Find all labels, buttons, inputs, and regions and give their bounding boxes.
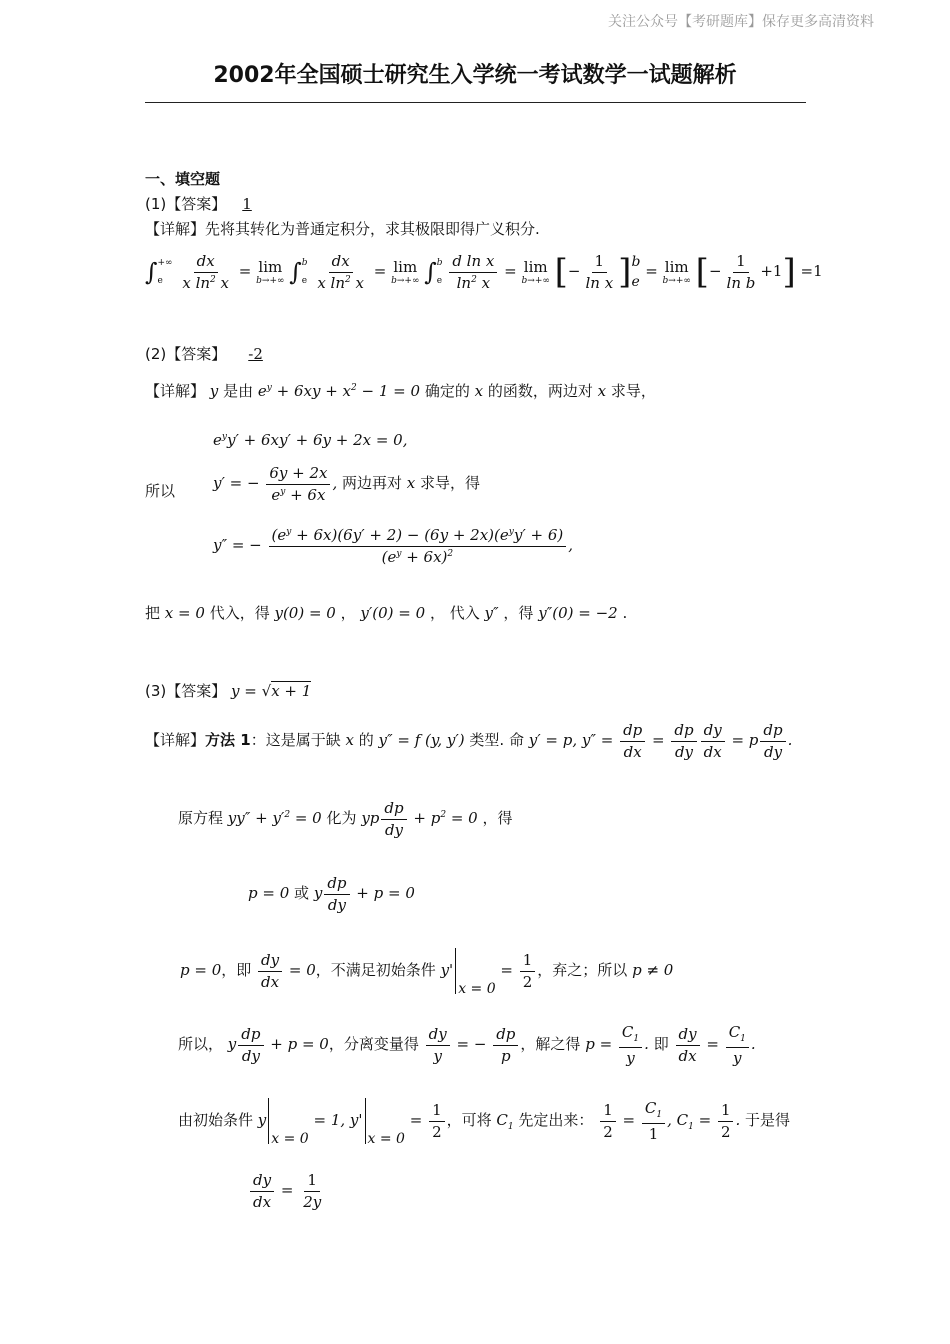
q3-init-line: 由初始条件 yx = 0 = 1, y'x = 0 = $\frac{1}{2}$ ，可将 $C_1$ 先定出来： $\frac{1}{2}$ = $\frac{C_1}{1}$ , $C_1$ = $\frac{1}{2}$ . 于是得 <box>178 1098 791 1147</box>
q3-sep-line: 所以， y $\frac{dp}{dy}$ + p = 0，分离变量得 $\frac{dy}{y}$ = − $\frac{dp}{p}$ ，解之得 p = $\frac{C_1}{y}$ . 即 $\frac{dy}{dx}$ = $\frac{C_1}{y}$ . <box>178 1023 756 1067</box>
q3-orig-c: ，得 <box>482 809 513 827</box>
q1-answer-line <box>145 193 268 214</box>
q2-detail-a: 是由 <box>223 382 254 400</box>
q2-label: (2)【答案】 <box>145 345 227 363</box>
q3-p0-line: p = 0，即 $\frac{dy}{dx}$ = 0，不满足初始条件 y'x = 0 = $\frac{1}{2}$ ，弃之；所以 p ≠ 0 <box>180 948 673 997</box>
q3-or-line: p = 0 或 y $\frac{dp}{dy}$ + p = 0 <box>248 874 415 914</box>
q2-subst-line: 把 x = 0 代入，得 y(0) = 0 ， y′(0) = 0 ， 代入 y″ ，得 y″(0) = −2 . <box>145 604 628 622</box>
q3-m1c: 类型. 命 <box>469 731 524 749</box>
q2-answer: -2 <box>248 345 263 363</box>
q2-detail-c: 的函数，两边对 <box>487 382 593 400</box>
section-heading: 一、填空题 <box>145 170 221 188</box>
q1-answer: 1 <box>242 195 252 213</box>
page-title: 2002年全国硕士研究生入学统一考试数学一试题解析 <box>213 63 737 88</box>
q3-label: (3)【答案】 <box>145 682 227 700</box>
q3-final-eq: $\frac{dy}{dx}$ = $\frac{1}{2y}$ <box>248 1172 326 1210</box>
q3-sep-b: ，分离变量得 <box>328 1035 419 1054</box>
q3-method-line: 【详解】方法 1：这是属于缺 x 的 y″ = f (y, y′) 类型. 命 y′ = p, y″ = $\frac{dp}{dx}$ = $\frac{dp}{dy}$ $\frac{dy}{dx}$ = p $\frac{dp}{dy}$ . <box>145 721 793 761</box>
title-rule <box>145 102 806 103</box>
q2-sub-d: ，得 <box>503 604 534 622</box>
q3-init-a: 由初始条件 <box>178 1111 254 1129</box>
q1-formula: ∫ +∞ e $\frac{dx}{x \ln^2 x}$ = lim b→+∞ ∫ b e $\frac{dx}{x \ln^2 x}$ = lim b→+∞ ∫ b e $\frac{\text{d ln x}}{\ln^2 x}$ = lim b→+∞ [− $\frac{1}{\text{ln x}}$ ] b e = lim b→+∞ [− $\frac{1}{\text{ln b}}$ +1] =1 <box>145 252 823 292</box>
q1-label: (1)【答案】 <box>145 195 227 213</box>
q2-sub-a: 把 <box>145 604 161 622</box>
q2-eq3: y″ = − $(e^y + 6x)(6y' + 2) - (6y + 2x)(e^yy' + 6)$ $(e^y + 6x)^2$ , <box>213 526 574 566</box>
q1-detail: 先将其转化为普通定积分，求其极限即得广义积分. <box>205 220 540 238</box>
q3-p0-b: ，不满足初始条件 <box>315 961 436 979</box>
q1-detail-line <box>145 218 540 239</box>
q2-answer-line <box>145 343 285 364</box>
q2-so-label: 所以 <box>145 482 176 500</box>
q1-detail-label: 【详解】 <box>145 220 206 238</box>
q2-detail-b: 确定的 <box>424 382 470 400</box>
q3-orig-line: 原方程 $yy'' + y'^2 = 0$ 化为 yp $\frac{dp}{dy}$ + $p^2 = 0$ ，得 <box>178 799 513 839</box>
q2-sub-b: 代入，得 <box>209 604 270 622</box>
q2-sub-c: 代入 <box>449 604 480 622</box>
q2-again: 两边再对 <box>342 474 403 492</box>
q3-sep-c: ，解之得 <box>520 1035 581 1054</box>
q3-sep-d: 即 <box>653 1035 669 1054</box>
q3-init-c: 先定出来： <box>518 1111 594 1129</box>
q2-detail-label: 【详解】 <box>145 382 206 400</box>
q2-eq1: $e^yy' + 6xy' + 6y + 2x = 0$, <box>213 431 408 449</box>
q2-detail-d: 求导， <box>610 382 656 400</box>
q3-p0-c: ，弃之；所以 <box>537 961 628 979</box>
q3-or: 或 <box>294 884 310 902</box>
q3-orig: 原方程 <box>178 809 224 827</box>
q3-answer-line: (3)【答案】 y = √x + 1 <box>145 682 312 700</box>
q3-p0-a: ，即 <box>221 961 252 979</box>
q3-orig-b: 化为 <box>326 809 357 827</box>
q3-detail-label: 【详解】 <box>145 731 206 749</box>
watermark: 关注公众号【考研题库】保存更多高清资料 <box>608 14 874 30</box>
q3-init-d: 于是得 <box>745 1111 791 1129</box>
q2-again2: 求导，得 <box>420 474 481 492</box>
q2-eq2: y′ = − $\frac{6y + 2x}{e^y + 6x}$ , 两边再对 x 求导，得 <box>213 464 481 504</box>
q3-sep-a: 所以， <box>178 1035 224 1054</box>
q3-method: 方法 1 <box>205 731 251 749</box>
q3-m1b: 的 <box>358 731 374 749</box>
q3-m1a: ：这是属于缺 <box>250 731 341 749</box>
q3-init-b: ，可将 <box>446 1111 492 1129</box>
q2-detail-line: 【详解】 y 是由 $e^y + 6xy + x^2 - 1 = 0$ 确定的 x 的函数，两边对 x 求导， <box>145 382 656 400</box>
